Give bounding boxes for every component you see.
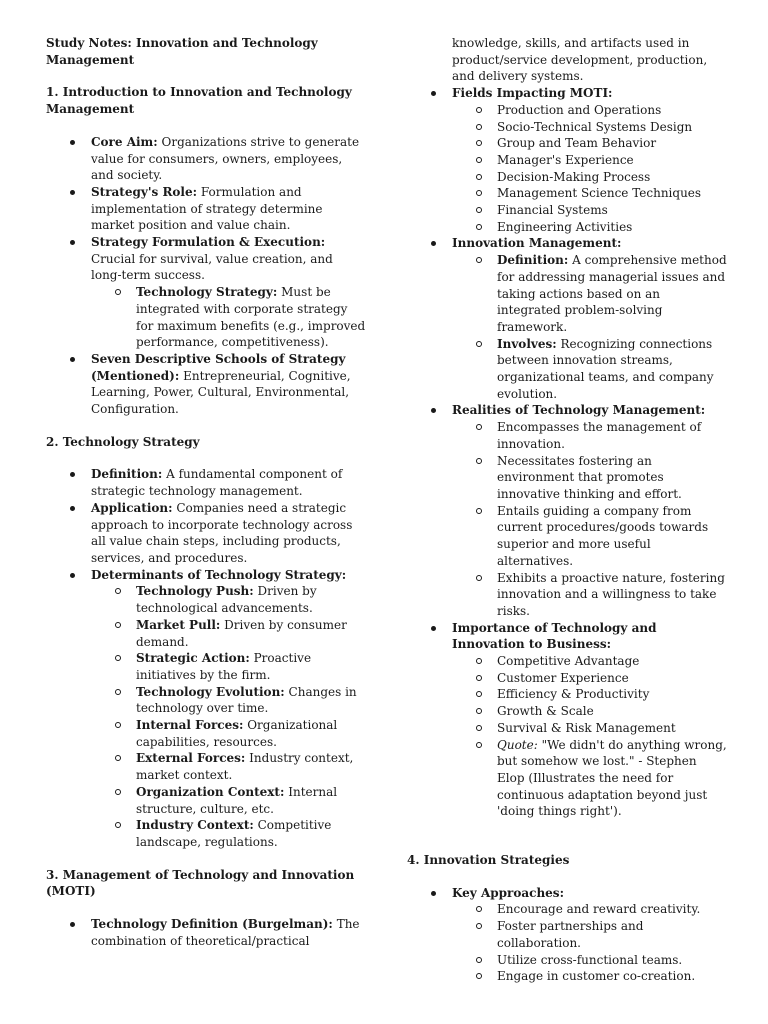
- sub-list-item: Customer Experience: [497, 670, 727, 687]
- quote-label: Quote:: [497, 737, 538, 752]
- sub-bullet-list: [452, 419, 727, 619]
- left-column: [46, 35, 366, 949]
- right-column: [407, 35, 727, 985]
- bullet-list: [407, 885, 727, 985]
- sub-list-item: Group and Team Behavior: [497, 135, 727, 152]
- sub-list-item: Efficiency & Productivity: [497, 686, 727, 703]
- sub-list-item: Manager's Experience: [497, 152, 727, 169]
- sub-list-item: Encourage and reward creativity.: [497, 901, 727, 918]
- sub-list-item: Growth & Scale: [497, 703, 727, 720]
- sub-list-item: Competitive Advantage: [497, 653, 727, 670]
- sub-list-item: Involves: Recognizing connections between innovation streams, organizational teams, and company evolution.: [497, 336, 727, 403]
- sub-list-item: Strategic Action: Proactive initiatives by the firm.: [136, 650, 366, 683]
- sub-list-item: External Forces: Industry context, market context.: [136, 750, 366, 783]
- sub-list-item: Engineering Activities: [497, 219, 727, 236]
- sub-list-item: Industry Context: Competitive landscape, regulations.: [136, 817, 366, 850]
- list-item: Importance of Technology and Innovation to Business: Competitive Advantage Customer Experience Efficiency & Productivity Growth & Scale Survival & Risk Management Quote: "We didn't do anything wrong, but somehow we lost." - Stephen Elop (Illustrates the need for continuous adaptation beyond just 'doing things right').: [452, 620, 727, 819]
- sub-bullet-list: [91, 284, 366, 351]
- sub-list-item: Management Science Techniques: [497, 185, 727, 202]
- document-title: Study Notes: Innovation and Technology Management: [46, 36, 318, 67]
- section-heading: 2. Technology Strategy: [46, 434, 200, 449]
- list-item: Application: Companies need a strategic approach to incorporate technology across all value chain steps, including products, services, and procedures.: [91, 500, 366, 567]
- section-heading: 1. Introduction to Innovation and Technology Management: [46, 85, 352, 117]
- sub-list-item: Technology Strategy: Must be integrated with corporate strategy for maximum benefits (e.g., improved performance, competitiveness).: [136, 285, 366, 350]
- section-heading: 3. Management of Technology and Innovation (MOTI): [46, 867, 355, 899]
- list-item: Definition: A fundamental component of strategic technology management.: [91, 466, 366, 499]
- sub-list-item: Entails guiding a company from current procedures/goods towards superior and more useful alternatives.: [497, 503, 727, 570]
- sub-list-item: Encompasses the management of innovation.: [497, 419, 727, 452]
- sub-list-item: Technology Evolution: Changes in technology over time.: [136, 684, 366, 717]
- continued-text: knowledge, skills, and artifacts used in product/service development, production, and delivery systems.: [452, 36, 708, 84]
- list-item: Core Aim: Organizations strive to generate value for consumers, owners, employees, and society.: [91, 134, 366, 184]
- sub-list-item: Necessitates fostering an environment that promotes innovative thinking and effort.: [497, 453, 727, 503]
- sub-list-item: Survival & Risk Management: [497, 720, 727, 737]
- list-item: Innovation Management: Definition: A comprehensive method for addressing managerial issues and taking actions based on an integrated problem-solving framework. Involves: Recognizing connections between innovation streams, organizational teams, and company evolution.: [452, 236, 727, 401]
- sub-list-item: Exhibits a proactive nature, fostering innovation and a willingness to take risks.: [497, 570, 727, 620]
- sub-bullet-list: [452, 653, 727, 820]
- bullet-list: [46, 466, 366, 850]
- list-item: Fields Impacting MOTI: Production and Operations Socio-Technical Systems Design Group and Team Behavior Manager's Experience Decision-Making Process Management Science Techniques Financial Systems Engineering Activities: [452, 85, 727, 235]
- list-item: Technology Definition (Burgelman): The combination of theoretical/practical: [91, 916, 366, 949]
- list-item: Seven Descriptive Schools of Strategy (Mentioned): Entrepreneurial, Cognitive, Learning, Power, Cultural, Environmental, Configuration.: [91, 351, 366, 418]
- list-item: Realities of Technology Management: Encompasses the management of innovation. Necessitates fostering an environment that promotes innovative thinking and effort. Entails guiding a company from current procedures/goods towards superior and more useful alternatives. Exhibits a proactive nature, fostering innovation and a willingness to take risks.: [452, 402, 727, 619]
- sub-list-item: Socio-Technical Systems Design: [497, 119, 727, 136]
- section-heading: 4. Innovation Strategies: [407, 853, 570, 868]
- sub-bullet-list: [452, 102, 727, 236]
- list-item: Strategy Formulation & Execution: Crucial for survival, value creation, and long-term success. Technology Strategy: Must be integrated with corporate strategy for maximum benefits (e.g., improved performance, competitiveness).: [91, 235, 366, 350]
- sub-list-item: Financial Systems: [497, 202, 727, 219]
- list-item: Key Approaches: Encourage and reward creativity. Foster partnerships and collaboration. Utilize cross-functional teams. Engage in customer co-creation.: [452, 885, 727, 985]
- sub-bullet-list: [452, 252, 727, 402]
- bullet-list: [46, 134, 366, 418]
- sub-list-item: Internal Forces: Organizational capabilities, resources.: [136, 717, 366, 750]
- list-item: Strategy's Role: Formulation and implementation of strategy determine market position and value chain.: [91, 184, 366, 234]
- quote-text: "We didn't do anything wrong, but somehow we lost." - Stephen Elop (Illustrates the need for continuous adaptation beyond just 'doing things right').: [497, 737, 727, 819]
- sub-list-item: Organization Context: Internal structure, culture, etc.: [136, 784, 366, 817]
- bullet-list: [46, 916, 366, 949]
- sub-list-item: Production and Operations: [497, 102, 727, 119]
- sub-list-item: Foster partnerships and collaboration.: [497, 918, 727, 951]
- sub-list-item: Decision-Making Process: [497, 169, 727, 186]
- sub-bullet-list: [91, 583, 366, 850]
- sub-bullet-list: [452, 901, 727, 985]
- sub-list-item: Utilize cross-functional teams.: [497, 952, 727, 969]
- list-item: Determinants of Technology Strategy: Technology Push: Driven by technological advancements. Market Pull: Driven by consumer demand. Strategic Action: Proactive initiatives by the firm. Technology Evolution: Changes in technology over time. Internal Forces: Organizational capabilities, resources. External Forces: Industry context, market context. Organization Context: Internal structure, culture, etc. Industry Context: Competitive landscape, regulations.: [91, 567, 366, 851]
- bullet-list: [407, 85, 727, 820]
- sub-list-item: Engage in customer co-creation.: [497, 968, 727, 985]
- sub-list-item: [497, 737, 727, 821]
- sub-list-item: Technology Push: Driven by technological advancements.: [136, 583, 366, 616]
- sub-list-item: Market Pull: Driven by consumer demand.: [136, 617, 366, 650]
- sub-list-item: Definition: A comprehensive method for addressing managerial issues and taking actions based on an integrated problem-solving framework.: [497, 253, 727, 334]
